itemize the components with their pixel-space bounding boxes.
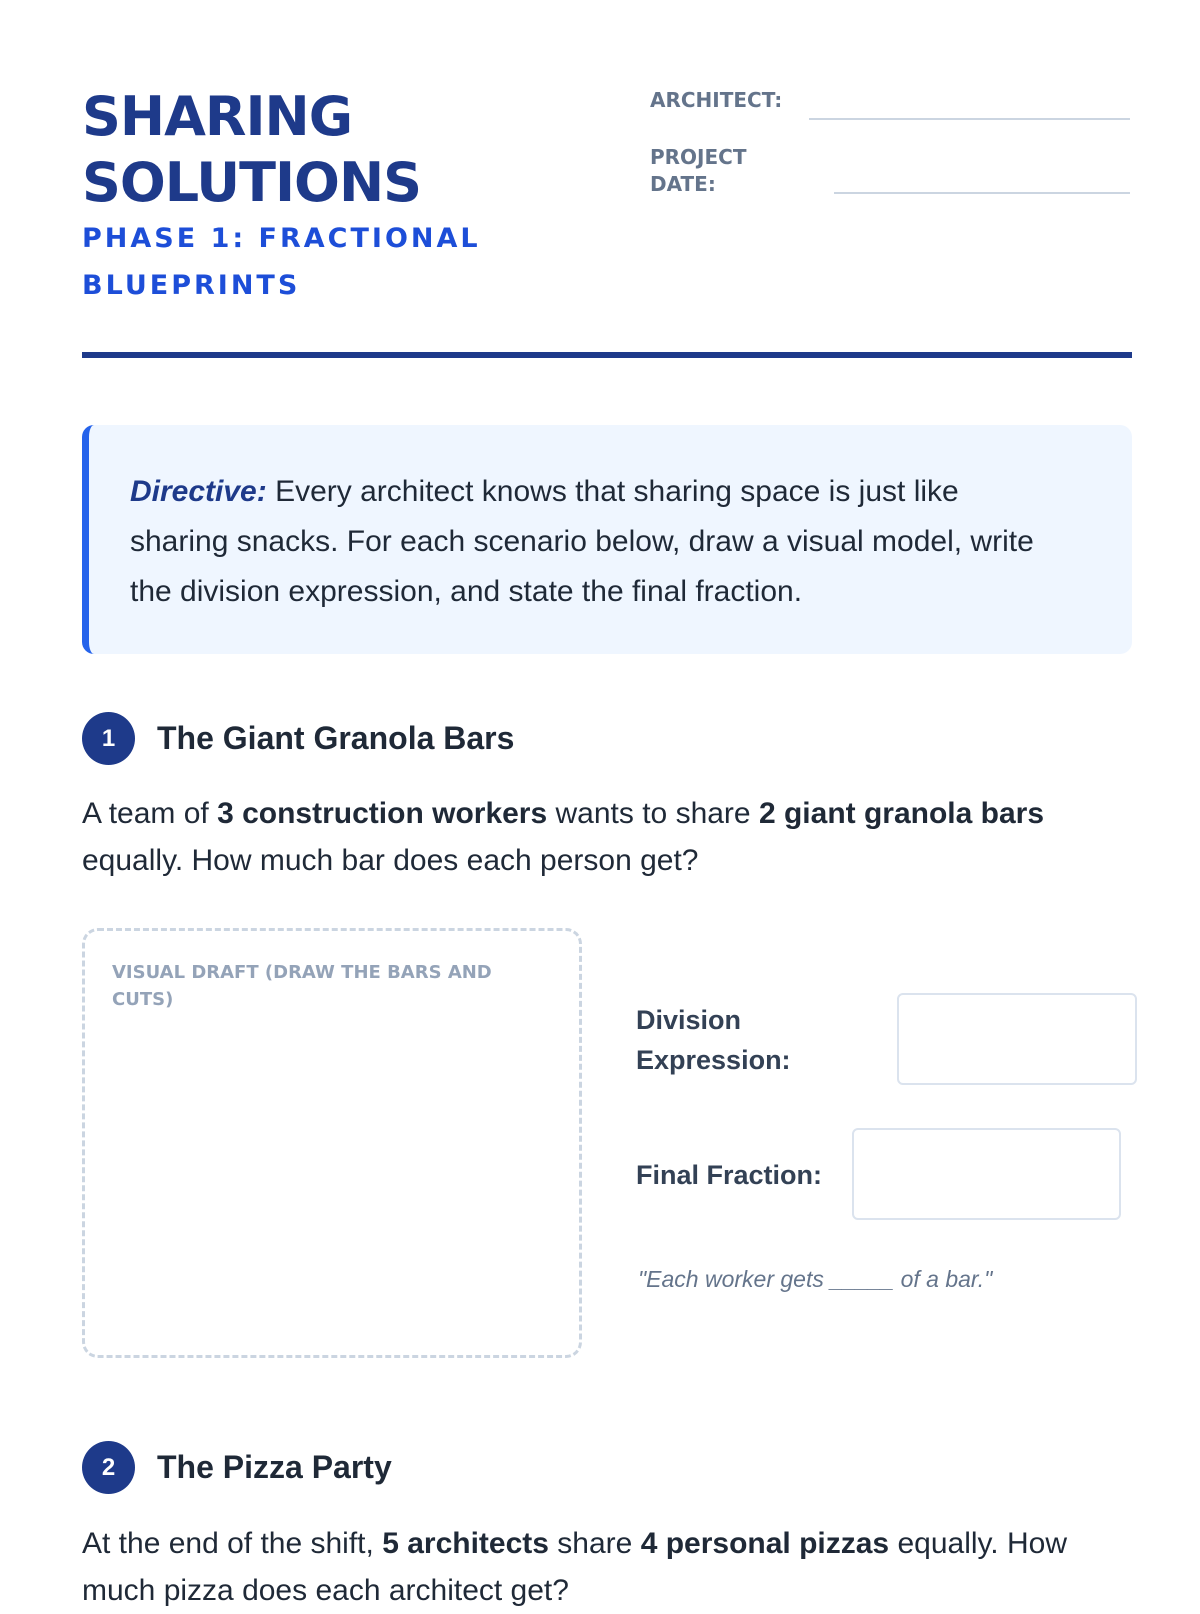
title-line-1: SHARING [82, 85, 353, 148]
worksheet-header [82, 0, 1132, 360]
worksheet-title [82, 84, 642, 216]
final-fraction-label: Final Fraction: [636, 1160, 823, 1190]
prompt-text: equally. How much bar does each person get? [82, 844, 699, 877]
problem-prompt [82, 790, 1142, 884]
prompt-bold-text: 4 personal pizzas [640, 1527, 890, 1560]
directive-box [82, 425, 1132, 654]
architect-name-line[interactable] [809, 118, 1130, 120]
title-line-2: SOLUTIONS [82, 151, 422, 214]
visual-draft-area[interactable] [82, 928, 582, 1358]
prompt-text: wants to share [547, 797, 759, 830]
prompt-text: A team of [82, 797, 218, 830]
problem-number-badge: 2 [82, 1441, 135, 1494]
prompt-text: At the end of the shift, [82, 1527, 383, 1560]
visual-draft-label: VISUAL DRAFT (DRAW THE BARS AND CUTS) [112, 962, 492, 1010]
prompt-bold-text: 3 construction workers [217, 797, 548, 830]
header-divider [82, 352, 1132, 358]
project-date-label: PROJECT DATE: [650, 145, 747, 196]
answer-sentence: "Each worker gets _____ of a bar." [638, 1266, 993, 1292]
directive-label: Directive: [130, 475, 267, 508]
prompt-bold-text: 5 architects [382, 1527, 549, 1560]
worksheet-subtitle: PHASE 1: FRACTIONAL BLUEPRINTS [82, 223, 481, 301]
directive-text: Every architect knows that sharing space is just like sharing snacks. For each scenario below, draw a visual model, write the division expression, and state the final fraction. [130, 475, 1034, 608]
division-expression-answer-box[interactable] [897, 993, 1137, 1085]
problem-number-badge: 1 [82, 712, 135, 765]
project-date-line[interactable] [834, 192, 1130, 194]
prompt-bold-text: 2 giant granola bars [758, 797, 1045, 830]
architect-label: ARCHITECT: [650, 88, 783, 112]
problem-title: The Giant Granola Bars [157, 720, 515, 756]
problem-title: The Pizza Party [157, 1449, 392, 1485]
prompt-text: share [548, 1527, 641, 1560]
division-expression-label: Division Expression: [636, 1005, 791, 1075]
final-fraction-answer-box[interactable] [852, 1128, 1121, 1220]
prompt-text: equally. How much pizza does each architect get? [82, 1527, 1067, 1607]
